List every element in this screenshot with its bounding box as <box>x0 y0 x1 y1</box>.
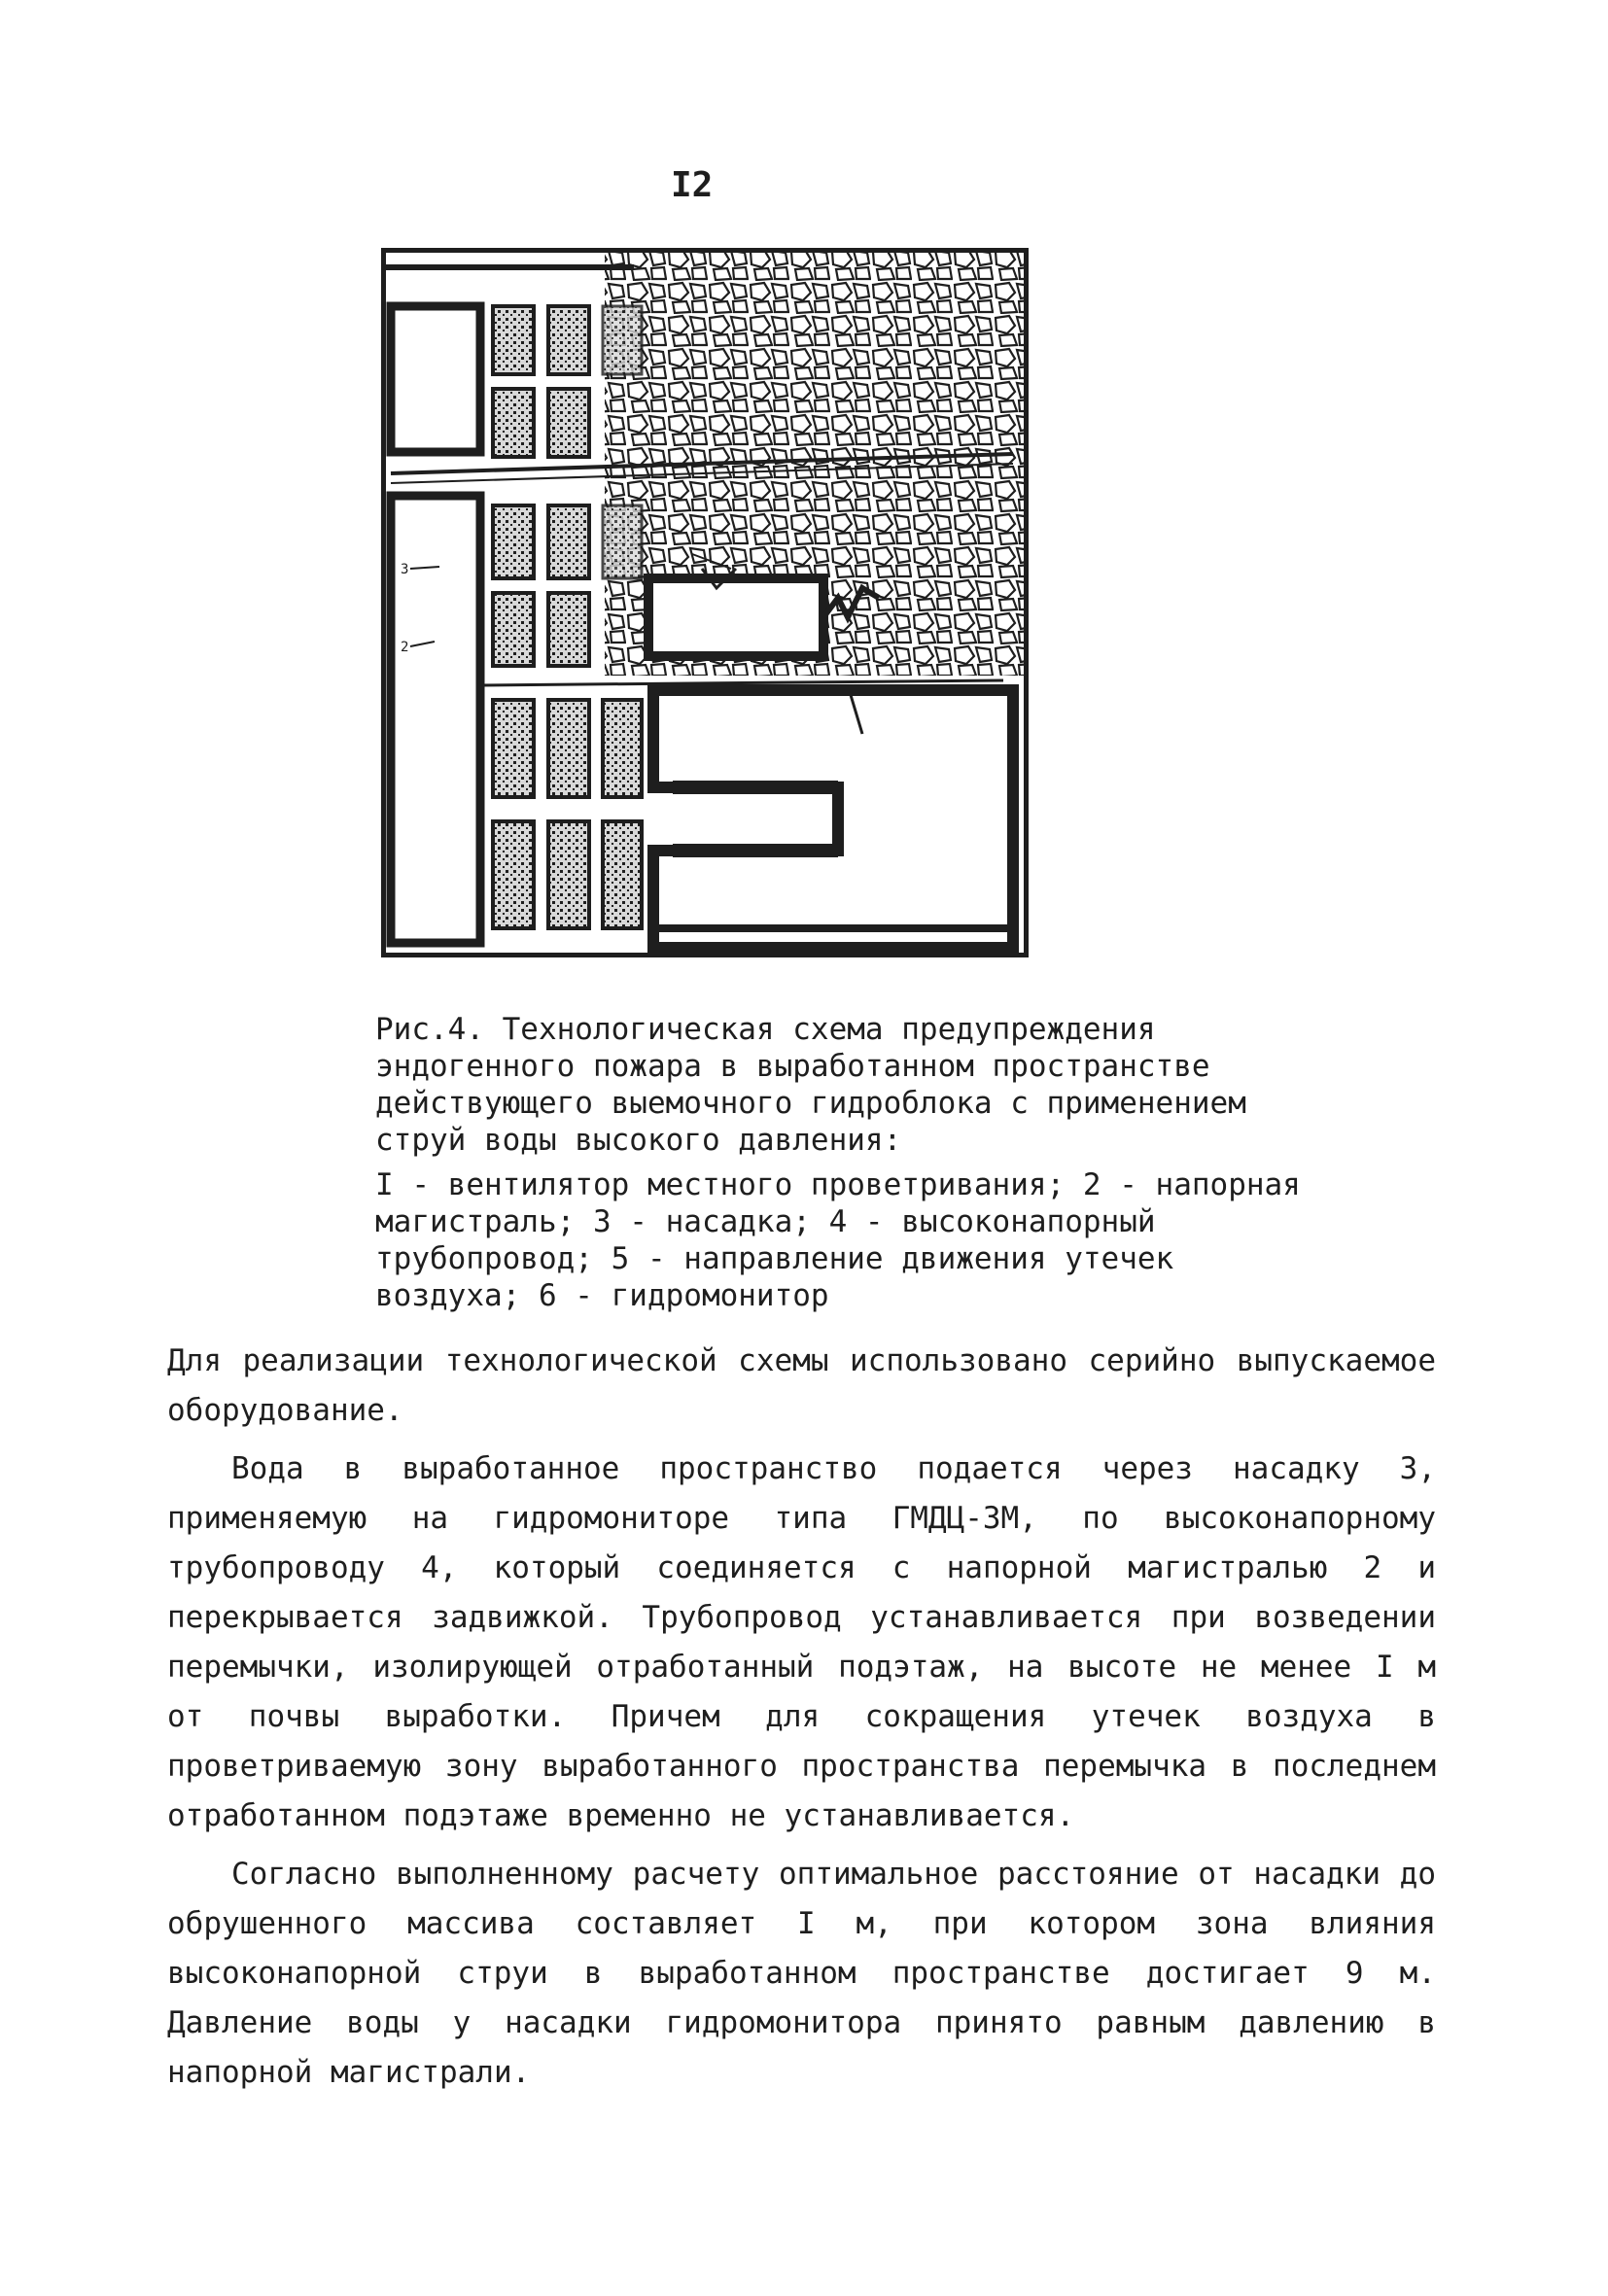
paragraph-3: Согласно выполненному расчету оптимальное расстояние от насадки до обрушенного массива составляет I м, при котором зона влияния высоконапорной струи в выработанном пространстве достигает 9 м. Давление воды у насадки гидромонитора принято равным давлению в напорной магистрали. <box>167 1857 1436 2090</box>
figure-caption <box>375 1011 1318 1314</box>
working-block <box>653 690 1013 948</box>
caption-title: Рис.4. Технологическая схема предупреждения эндогенного пожара в выработанном пространстве действующего выемочного гидроблока с применением струй воды высокого давления: <box>375 1012 1246 1158</box>
pipeline-chamber <box>648 578 823 656</box>
caption-legend: I - вентилятор местного проветривания; 2 - напорная магистраль; 3 - насадка; 4 - высоконапорный трубопровод; 5 - направление движения утечек воздуха; 6 - гидромонитор <box>375 1167 1301 1313</box>
body-text <box>167 1337 1436 2106</box>
figure-label-3: 3 <box>401 562 409 577</box>
paragraph-1: Для реализации технологической схемы использовано серийно выпускаемое оборудование. <box>167 1343 1436 1428</box>
page-number: I2 <box>671 165 714 205</box>
mining-scheme-figure <box>381 248 1029 957</box>
pillar-column-2 <box>548 306 589 928</box>
paragraph-2: Вода в выработанное пространство подается через насадку 3, применяемую на гидромониторе типа ГМДЦ-3М, по высоконапорному трубопроводу 4, который соединяется с напорной магистралью 2 и перекрывается задвижкой. Трубопровод устанавливается при возведении перемычки, изолирующей отработанный подэтаж, на высоте не менее I м от почвы выработки. Причем для сокращения утечек воздуха в проветриваемую зону выработанного пространства перемычка в последнем отработанном подэтаже временно не устанавливается. <box>167 1451 1436 1833</box>
left-drift <box>391 306 480 452</box>
figure-label-2: 2 <box>401 640 409 655</box>
pillar-column-1 <box>493 306 534 928</box>
